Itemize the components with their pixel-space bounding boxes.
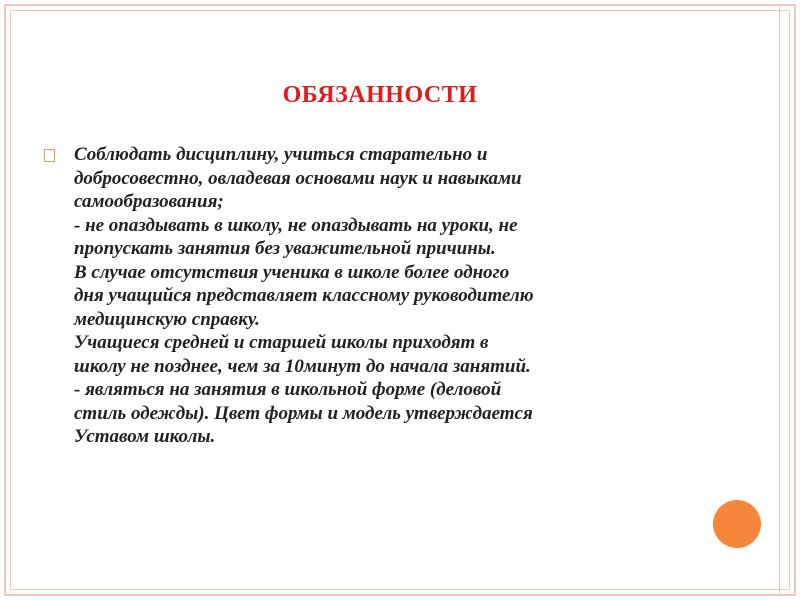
border-top-outer xyxy=(4,4,796,6)
body-text xyxy=(74,143,704,449)
body-line: В случае отсутствия ученика в школе более одного xyxy=(74,261,510,283)
body-line: школу не позднее, чем за 10минут до начала занятий. xyxy=(74,355,531,377)
body-line: Учащиеся средней и старшей школы приходят в xyxy=(74,332,489,353)
body-line: Соблюдать дисциплину, учиться старательно и xyxy=(74,144,488,165)
body-line: пропускать занятия без уважительной причины. xyxy=(74,238,496,259)
body-line: дня учащийся представляет классному руководителю xyxy=(74,285,534,306)
border-left-inner xyxy=(10,10,11,590)
border-right-outer xyxy=(794,4,796,596)
border-right-inner xyxy=(789,10,790,590)
body-line: - не опаздывать в школу, не опаздывать на уроки, не xyxy=(74,214,518,236)
body-line: самообразования; xyxy=(74,191,224,212)
body-line: - являться на занятия в школьной форме (деловой xyxy=(74,379,502,400)
border-right-band xyxy=(779,4,780,596)
decorative-circle-icon xyxy=(713,500,761,548)
slide-title: ОБЯЗАННОСТИ xyxy=(282,82,478,108)
border-bottom-outer xyxy=(4,594,796,596)
border-bottom-inner xyxy=(10,589,790,590)
border-top-inner xyxy=(10,10,790,11)
body-line: стиль одежды). Цвет формы и модель утверждается xyxy=(74,402,533,424)
body-line: медицинскую справку. xyxy=(74,308,260,330)
body-line: добросовестно, овладевая основами наук и навыками xyxy=(74,167,522,189)
bullet-icon xyxy=(44,149,55,162)
border-left-outer xyxy=(4,4,6,596)
body-line: Уставом школы. xyxy=(74,426,216,447)
